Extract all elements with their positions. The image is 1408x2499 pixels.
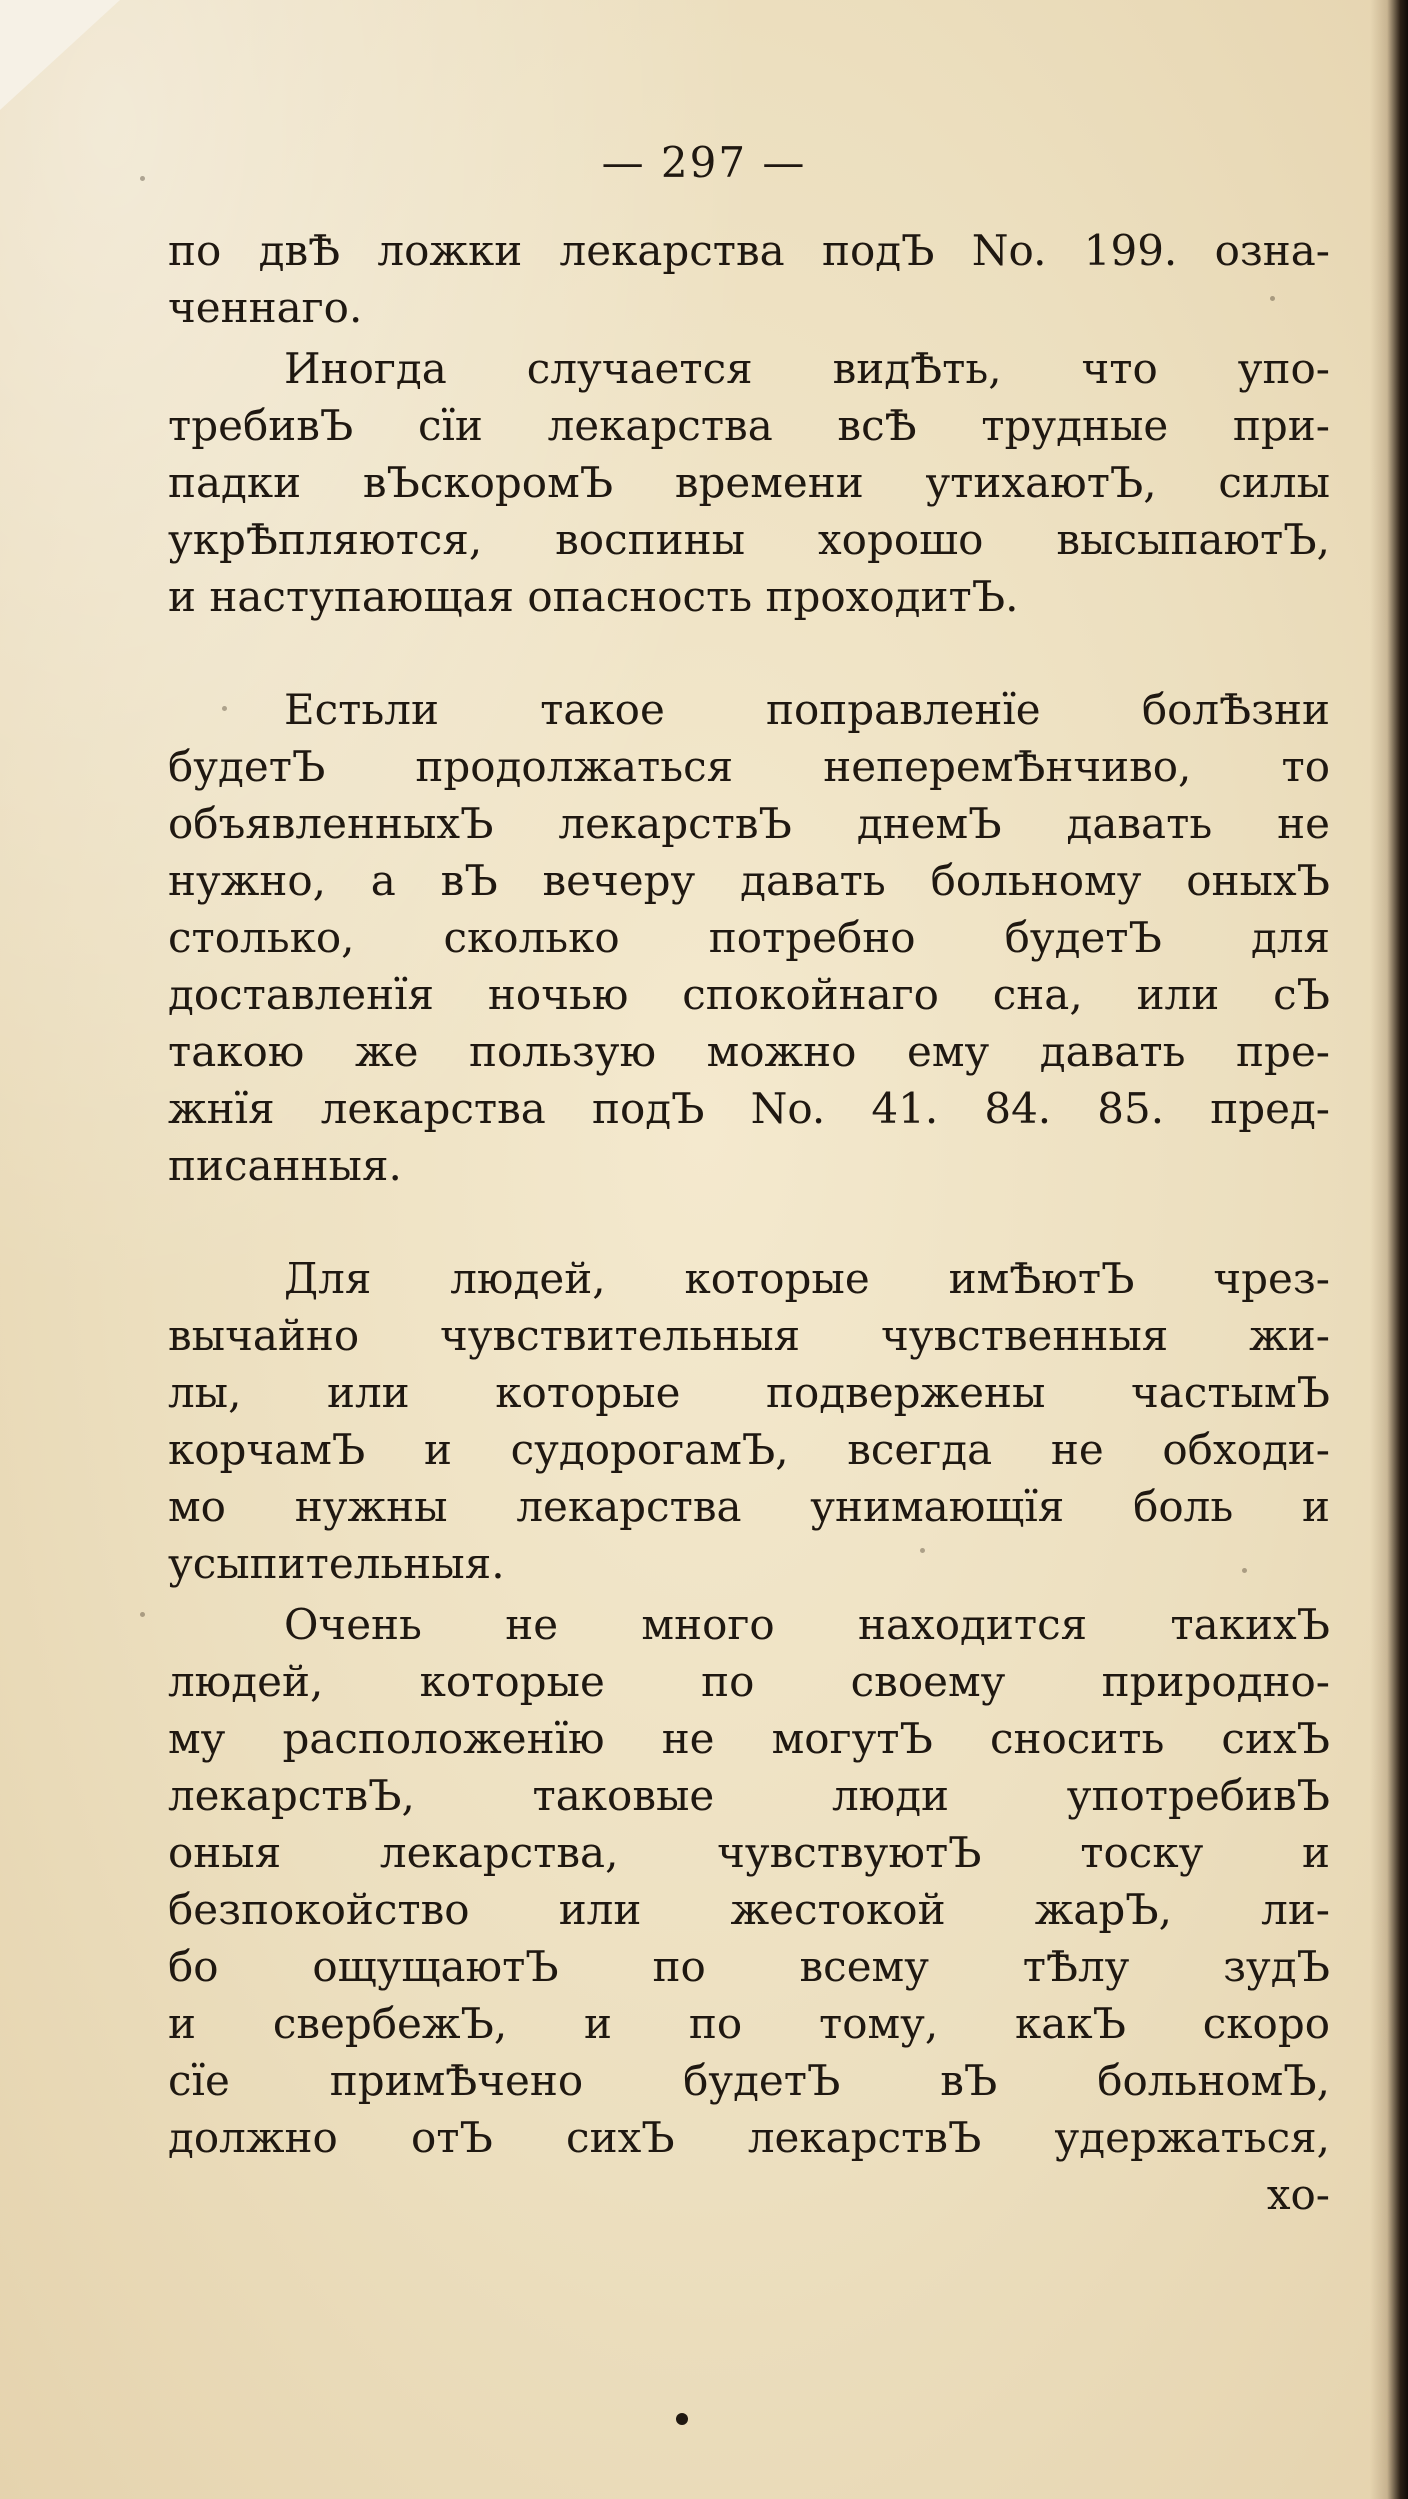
paragraph	[168, 681, 1330, 1194]
text-line: усыпительныя.	[168, 1539, 505, 1588]
paragraph	[168, 340, 1330, 625]
text-line: должно отЪ сихЪ лекарствЪ удержаться,	[168, 2113, 1330, 2162]
text-line: и свербежЪ, и по тому, какЪ скоро	[168, 1999, 1330, 2048]
text-line: Иногда случается видѢть, что упо-	[284, 344, 1330, 393]
text-line: мо нужны лекарства унимающїя боль и	[168, 1482, 1330, 1531]
text-line: ченнаго.	[168, 283, 363, 332]
page-spine-shadow	[1370, 0, 1408, 2499]
text-line: и наступающая опасность проходитЪ.	[168, 572, 1019, 621]
text-line: людей, которые по своему природно-	[168, 1657, 1330, 1706]
text-line: Очень не много находится такихЪ	[284, 1600, 1330, 1649]
ink-dot	[676, 2413, 688, 2425]
text-line: доставленїя ночью спокойнаго сна, или сЪ	[168, 970, 1330, 1019]
text-line: вычайно чувствительныя чувственныя жи-	[168, 1311, 1330, 1360]
text-line: такою же пользую можно ему давать пре-	[168, 1027, 1330, 1076]
text-line: лы, или которые подвержены частымЪ	[168, 1368, 1330, 1417]
text-line: корчамЪ и судорогамЪ, всегда не обходи-	[168, 1425, 1330, 1474]
paragraph	[168, 1596, 1330, 2166]
text-line: Для людей, которые имѢютЪ чрез-	[284, 1254, 1330, 1303]
paragraph	[168, 1250, 1330, 1592]
text-line: требивЪ сїи лекарства всѢ трудные при-	[168, 401, 1330, 450]
text-line: Естьли такое поправленїе болѢзни	[284, 685, 1330, 734]
paragraph	[168, 222, 1330, 336]
page-number: — 297 —	[601, 138, 807, 187]
text-line: жнїя лекарства подЪ No. 41. 84. 85. пред-	[168, 1084, 1330, 1133]
text-line: столько, сколько потребно будетЪ для	[168, 913, 1330, 962]
text-line: будетЪ продолжаться неперемѢнчиво, то	[168, 742, 1330, 791]
folded-corner	[0, 0, 120, 110]
text-line: бо ощущаютЪ по всему тѢлу зудЪ	[168, 1942, 1330, 1991]
text-line: му расположенїю не могутЪ сносить сихЪ	[168, 1714, 1330, 1763]
text-line: безпокойство или жестокой жарЪ, ли-	[168, 1885, 1330, 1934]
catchword: хо-	[1266, 2170, 1330, 2219]
text-line: падки вЪскоромЪ времени утихаютЪ, силы	[168, 458, 1330, 507]
text-line: укрѢпляются, воспины хорошо высыпаютЪ,	[168, 515, 1330, 564]
text-line: объявленныхЪ лекарствЪ днемЪ давать не	[168, 799, 1330, 848]
page-text	[168, 222, 1330, 2223]
text-line: оныя лекарства, чувствуютЪ тоску и	[168, 1828, 1330, 1877]
text-line: писанныя.	[168, 1141, 402, 1190]
paper-speck	[140, 1612, 145, 1617]
text-line: нужно, а вЪ вечеру давать больному оныхЪ	[168, 856, 1330, 905]
text-line: по двѢ ложки лекарства подЪ No. 199. озна-	[168, 226, 1330, 275]
text-line: лекарствЪ, таковые люди употребивЪ	[168, 1771, 1330, 1820]
text-line: сїе примѢчено будетЪ вЪ больномЪ,	[168, 2056, 1330, 2105]
